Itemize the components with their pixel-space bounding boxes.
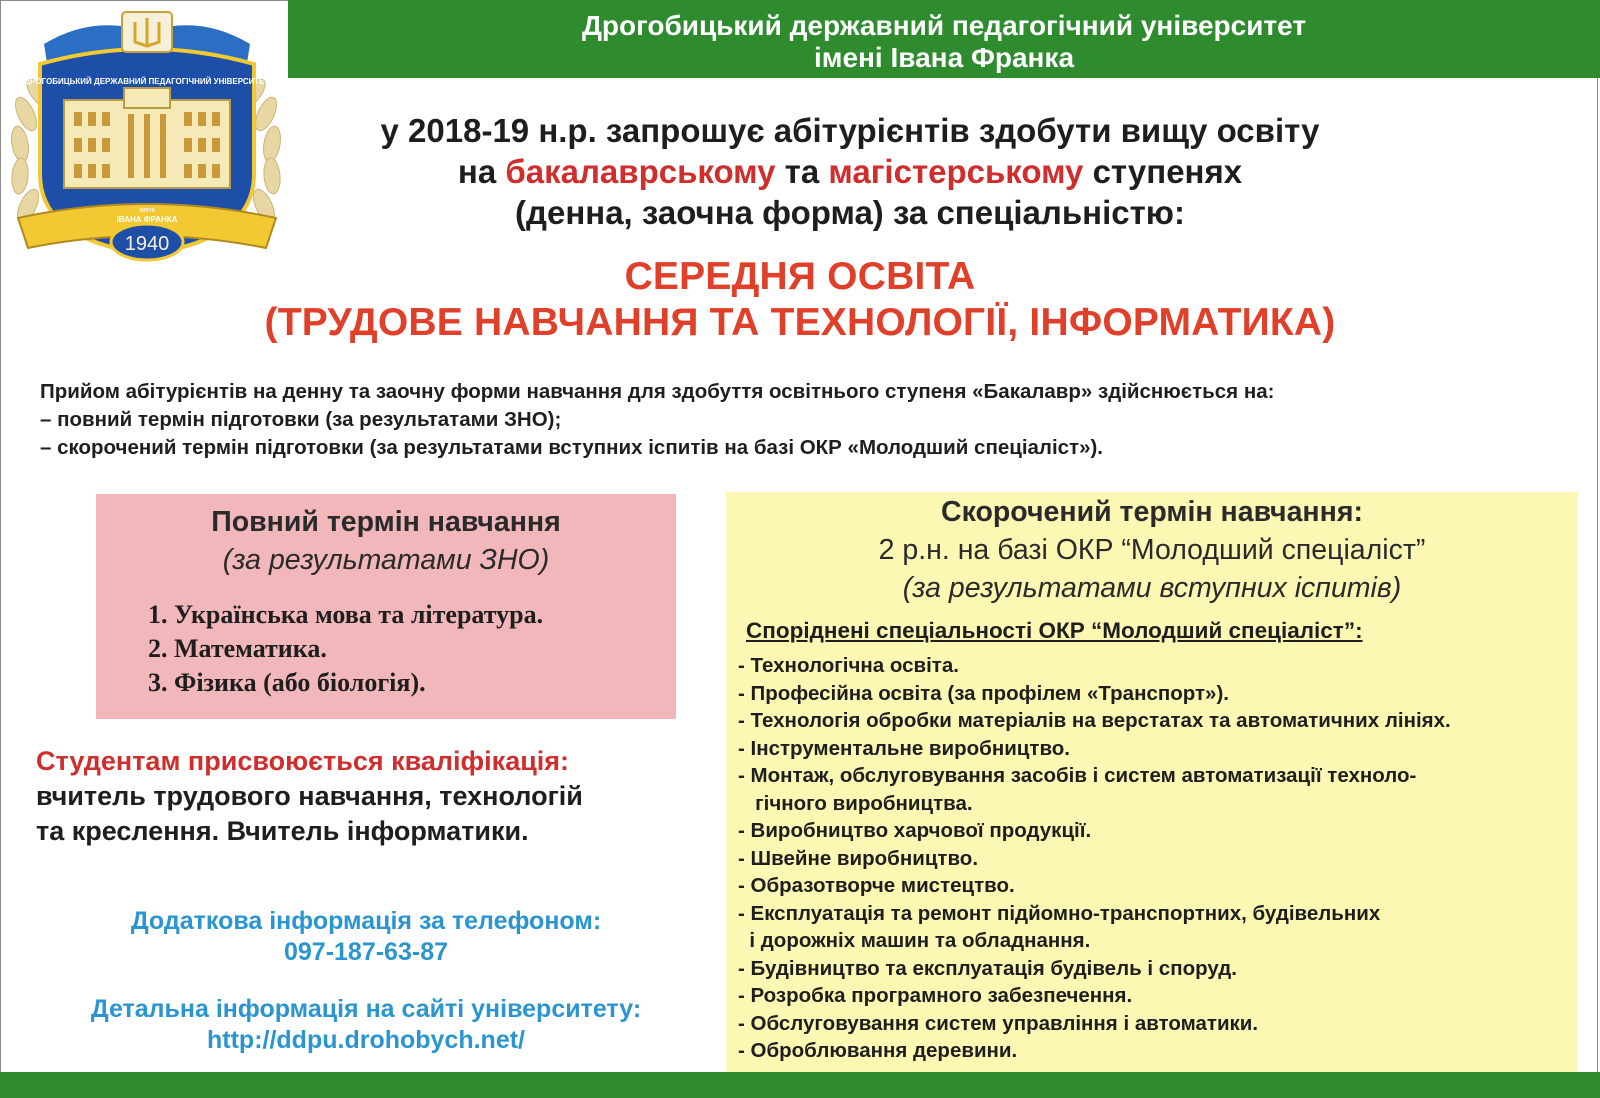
university-name-line2: імені Івана Франка [813, 42, 1075, 73]
related-item: - Професійна освіта (за профілем «Транспорт»). [738, 681, 1229, 705]
specialty-title [250, 254, 1350, 346]
related-item: - Швейне виробництво. [738, 846, 979, 870]
phone-number[interactable]: 097-187-63-87 [283, 938, 448, 966]
logo-arc-text: ДРОГОБИЦЬКИЙ ДЕРЖАВНИЙ ПЕДАГОГІЧНИЙ УНІВЕРСИТЕТ [24, 77, 270, 86]
full-term-box [96, 494, 676, 719]
related-specialties-heading: Споріднені спеціальності ОКР “Молодший спеціаліст”: [746, 618, 1363, 643]
related-item: гічного виробництва. [738, 791, 973, 815]
trident-icon [122, 12, 172, 52]
phone-label: Додаткова інформація за телефоном: [130, 907, 602, 935]
short-term-subtitle2: (за результатами вступних іспитів) [902, 572, 1402, 604]
related-item: - Розробка програмного забезпечення. [738, 984, 1133, 1007]
intro-line2-suffix: ступенях [1083, 153, 1243, 190]
related-item: - Технологічна освіта. [738, 654, 959, 677]
master-word: магістерському [828, 153, 1084, 190]
specialty-line1: СЕРЕДНЯ ОСВІТА [624, 255, 976, 298]
related-item: і дорожніх машин та обладнання. [738, 929, 1091, 952]
related-specialties-list [738, 652, 1574, 1065]
qualification-line2: та креслення. Вчитель інформатики. [36, 816, 529, 846]
admission-info [40, 378, 1580, 462]
footer-bar [0, 1072, 1600, 1098]
site-label: Детальна інформація на сайті університету: [90, 995, 642, 1023]
related-item: - Експлуатація та ремонт підйомно-транспортних, будівельних [738, 901, 1381, 925]
site-link[interactable]: http://ddpu.drohobych.net/ [207, 1026, 525, 1054]
related-item: - Оброблювання деревини. [738, 1039, 1018, 1062]
subject-item: 3. Фізика (або біологія). [148, 668, 426, 697]
qualification-block [36, 744, 696, 849]
subjects-list [148, 598, 543, 700]
intro-line2-prefix: на [457, 153, 506, 190]
related-item: - Обслуговування систем управління і автоматики. [738, 1011, 1259, 1035]
intro-text [300, 110, 1400, 233]
admission-line2: – повний термін підготовки (за результатами ЗНО); [40, 408, 562, 431]
related-item: - Монтаж, обслуговування засобів і систем автоматизації техноло- [738, 764, 1417, 787]
logo-ribbon-small: імені [139, 207, 155, 214]
university-name-line1: Дрогобицький державний педагогічний університет [581, 10, 1307, 41]
intro-line2-middle: та [775, 153, 829, 190]
logo-year: 1940 [124, 233, 170, 255]
related-item: - Будівництво та експлуатація будівель і споруд. [738, 956, 1237, 980]
logo-ribbon-name: ІВАНА ФРАНКА [116, 215, 178, 224]
subject-item: 1. Українська мова та література. [148, 600, 544, 629]
intro-line3: (денна, заочна форма) за спеціальністю: [515, 194, 1185, 231]
related-item: - Виробництво харчової продукції. [738, 819, 1092, 842]
university-logo [4, 4, 290, 282]
intro-line1: у 2018-19 н.р. запрошує абітурієнтів здобути вищу освіту [380, 112, 1320, 149]
qualification-line1: вчитель трудового навчання, технологій [36, 781, 583, 811]
short-term-subtitle: 2 р.н. на базі ОКР “Молодший спеціаліст” [878, 534, 1426, 566]
subject-item: 2. Математика. [148, 634, 327, 663]
admission-line3: – скорочений термін підготовки (за результатами вступних іспитів на базі ОКР «Молодший спеціаліст»). [40, 436, 1104, 459]
full-term-title: Повний термін навчання [211, 506, 561, 538]
intro-line2 [300, 151, 1400, 192]
university-header [288, 0, 1600, 78]
specialty-line2: (ТРУДОВЕ НАВЧАННЯ ТА ТЕХНОЛОГІЇ, ІНФОРМАТИКА) [264, 301, 1336, 344]
qualification-heading: Студентам присвоюється кваліфікація: [36, 746, 570, 776]
short-term-box [726, 492, 1578, 1072]
building-icon [64, 88, 230, 188]
related-item: - Образотворче мистецтво. [738, 874, 1015, 897]
contacts-block [36, 906, 696, 1056]
bachelor-word: бакалаврському [505, 153, 776, 190]
related-item: - Технологія обробки матеріалів на верстатах та автоматичних лініях. [738, 709, 1451, 732]
admission-line1: Прийом абітурієнтів на денну та заочну форми навчання для здобуття освітнього ступеня «Бакалавр» здійснюється на: [40, 380, 1275, 403]
full-term-subtitle: (за результатами ЗНО) [222, 544, 550, 576]
short-term-title: Скорочений термін навчання: [941, 496, 1363, 528]
related-item: - Інструментальне виробництво. [738, 736, 1071, 760]
